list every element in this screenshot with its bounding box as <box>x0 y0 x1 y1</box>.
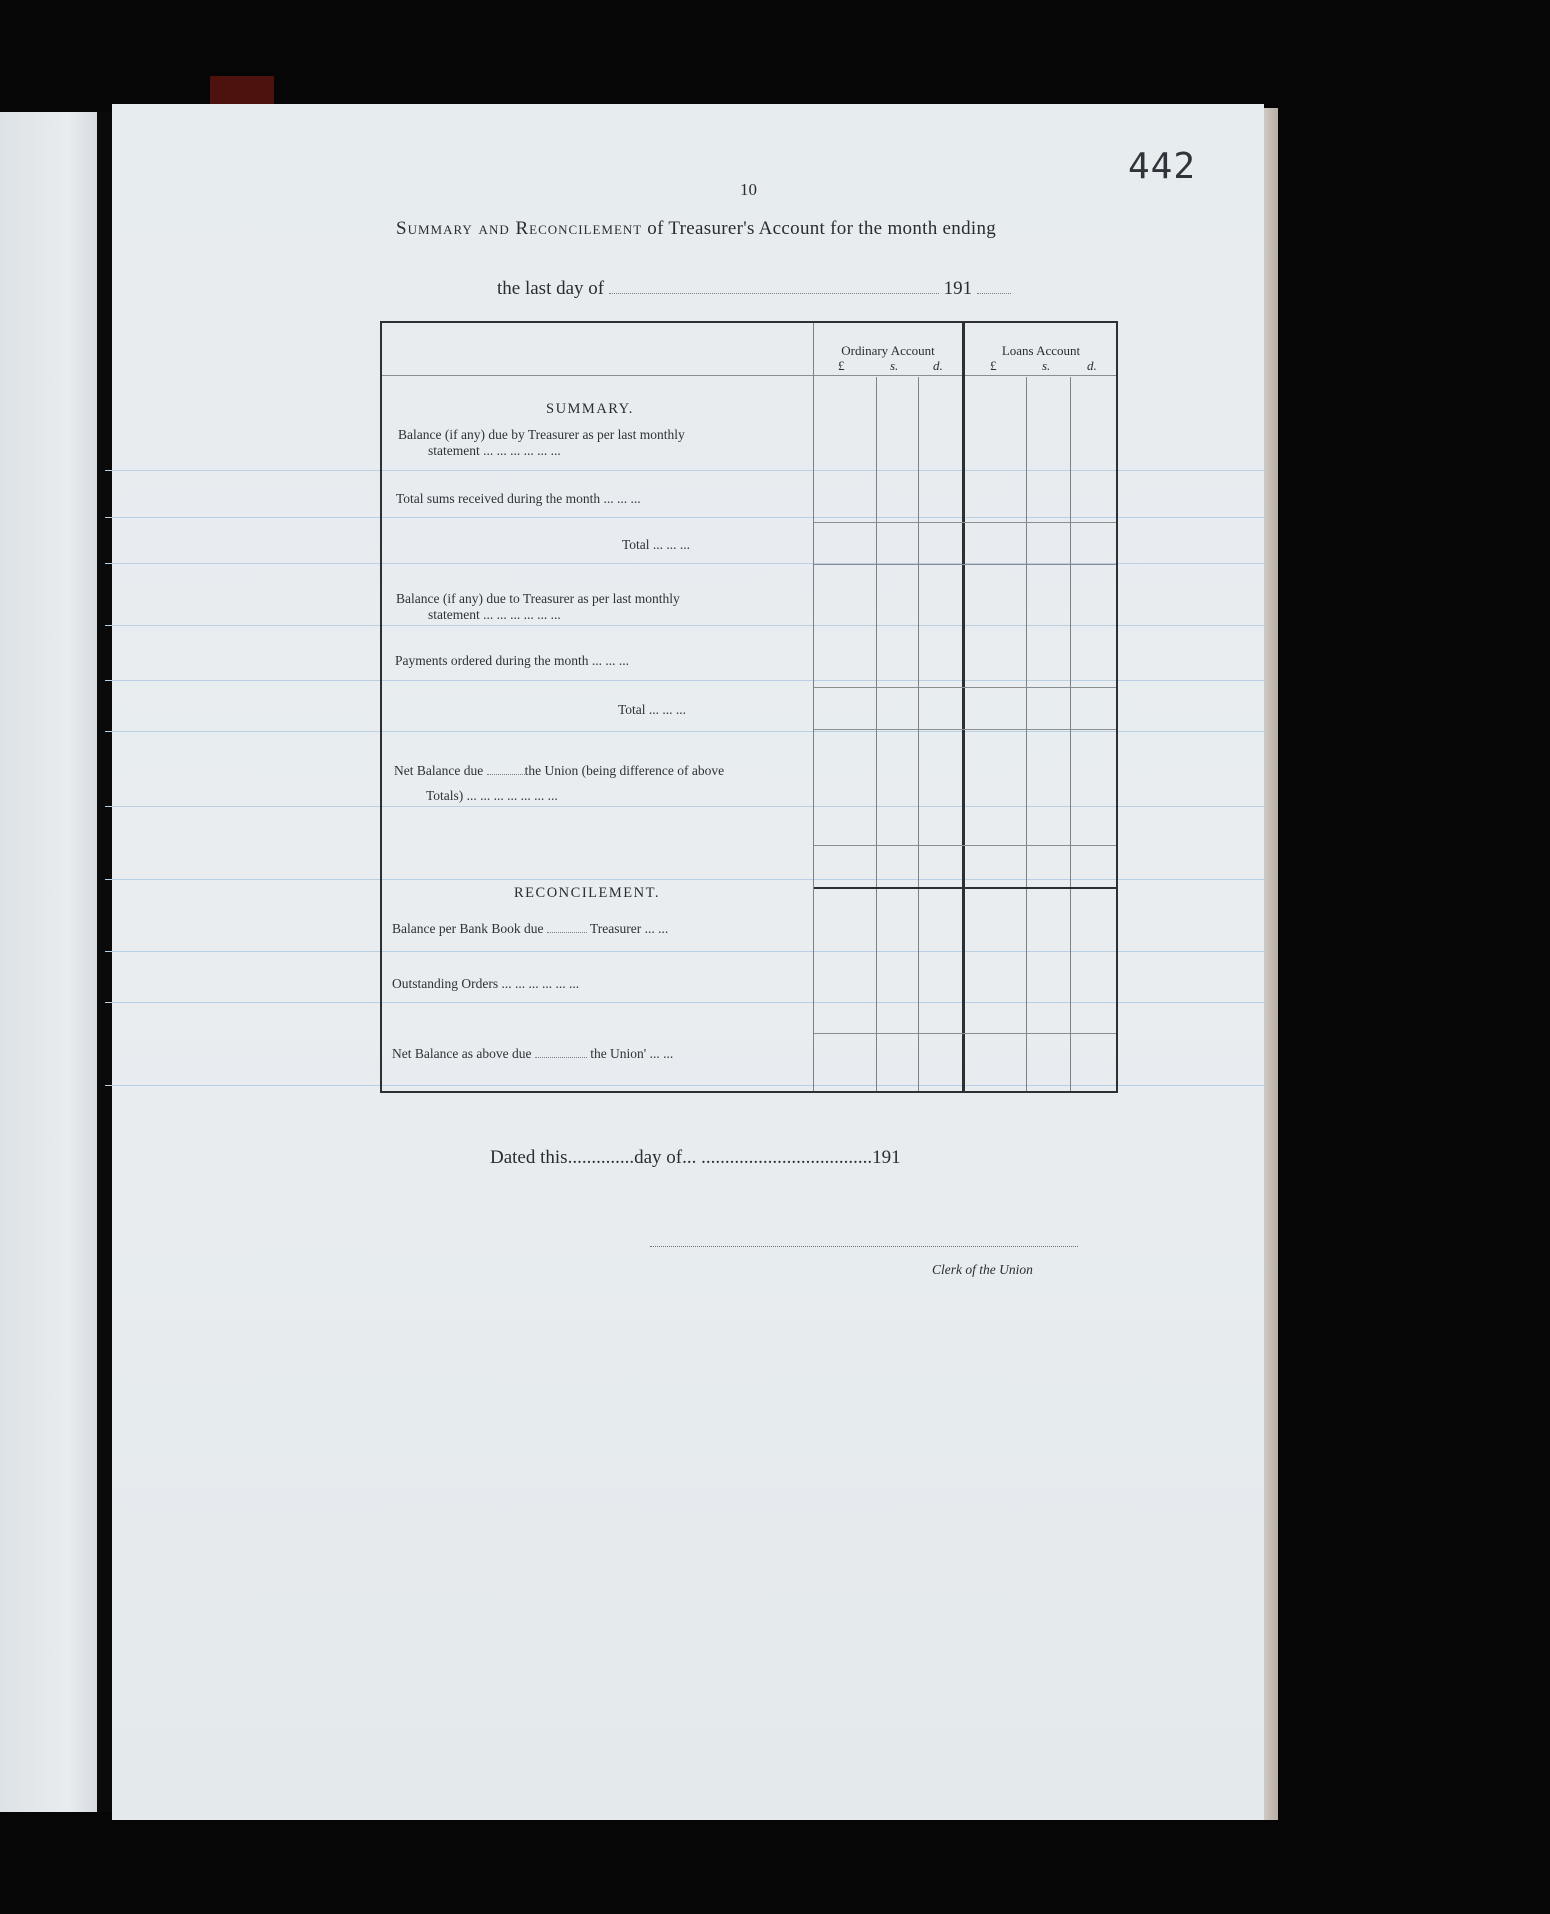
net-rule <box>814 1033 1116 1034</box>
summary-title: SUMMARY. <box>546 401 634 417</box>
loans-pence-unit: d. <box>1087 358 1097 373</box>
bank-book-blank <box>547 931 587 933</box>
page-number: 442 <box>1128 146 1197 187</box>
balance-due-to-statement: statement ... ... ... ... ... ... <box>428 607 561 622</box>
header-divider <box>382 375 1116 376</box>
total-rule <box>814 564 1116 565</box>
account-divider <box>962 323 965 1091</box>
bank-book-label-cont: Treasurer ... ... <box>589 921 669 936</box>
ordinary-account-header: Ordinary Account <box>841 343 935 358</box>
net-above-blank <box>535 1056 587 1058</box>
payments-ordered: Payments ordered during the month ... ... ... <box>395 653 629 668</box>
net-rule <box>814 845 1116 846</box>
net-balance-label-cont: the Union (being difference of above <box>524 763 725 778</box>
net-balance-label: Net Balance due <box>394 763 484 778</box>
balance-due-by-statement: statement ... ... ... ... ... ... <box>428 443 561 458</box>
book-gutter <box>97 112 113 1812</box>
ordinary-shillings-divider <box>918 377 919 1091</box>
account-table <box>380 321 1118 1093</box>
heading-rest: of Treasurer's Account for the month ending <box>642 218 997 239</box>
page-edge <box>1264 108 1278 1820</box>
outstanding-orders: Outstanding Orders ... ... ... ... ... ... <box>392 976 580 991</box>
label-column-divider <box>813 323 814 1091</box>
net-above-label: Net Balance as above due <box>392 1046 532 1061</box>
year-prefix: 191 <box>943 278 973 299</box>
bank-book-label: Balance per Bank Book due <box>392 921 544 936</box>
balance-due-to-treasurer: Balance (if any) due to Treasurer as per last monthly <box>396 591 680 606</box>
net-balance-due <box>394 763 724 779</box>
net-balance-above <box>392 1046 673 1062</box>
total-rule <box>814 522 1116 523</box>
net-balance-blank <box>487 773 525 775</box>
ordinary-pence-unit: d. <box>933 358 943 373</box>
folio-number: 10 <box>740 180 757 199</box>
facing-page <box>0 112 97 1812</box>
loans-pounds-divider <box>1026 377 1027 1091</box>
heading-small-caps: Summary and Reconcilement <box>396 218 643 239</box>
loans-shillings-unit: s. <box>1042 358 1051 373</box>
last-day-label: the last day of <box>497 278 605 299</box>
clerk-signature-label: Clerk of the Union <box>932 1262 1033 1277</box>
summary-total-1: Total ... ... ... <box>622 537 691 552</box>
section-rule <box>814 887 1116 889</box>
page-heading <box>396 218 996 240</box>
loans-pounds-unit: £ <box>990 358 997 373</box>
signature-line <box>650 1246 1078 1247</box>
ordinary-pounds-divider <box>876 377 877 1091</box>
total-rule <box>814 729 1116 730</box>
net-above-label-cont: the Union' ... ... <box>590 1046 674 1061</box>
year-blank <box>977 292 1011 294</box>
total-rule <box>814 687 1116 688</box>
loans-shillings-divider <box>1070 377 1071 1091</box>
net-balance-totals: Totals) ... ... ... ... ... ... ... <box>426 788 558 803</box>
month-ending-line <box>497 278 1011 300</box>
total-sums-received: Total sums received during the month ... ... ... <box>396 491 641 506</box>
ordinary-pounds-unit: £ <box>838 358 845 373</box>
loans-account-header: Loans Account <box>1001 343 1081 358</box>
bank-book-balance <box>392 921 668 937</box>
month-blank <box>609 292 939 294</box>
balance-due-by-treasurer: Balance (if any) due by Treasurer as per last monthly <box>398 427 685 442</box>
ordinary-shillings-unit: s. <box>890 358 899 373</box>
reconcilement-title: RECONCILEMENT. <box>514 885 660 901</box>
dated-line: Dated this..............day of... ....................................191 <box>490 1147 901 1168</box>
summary-total-2: Total ... ... ... <box>618 702 687 717</box>
